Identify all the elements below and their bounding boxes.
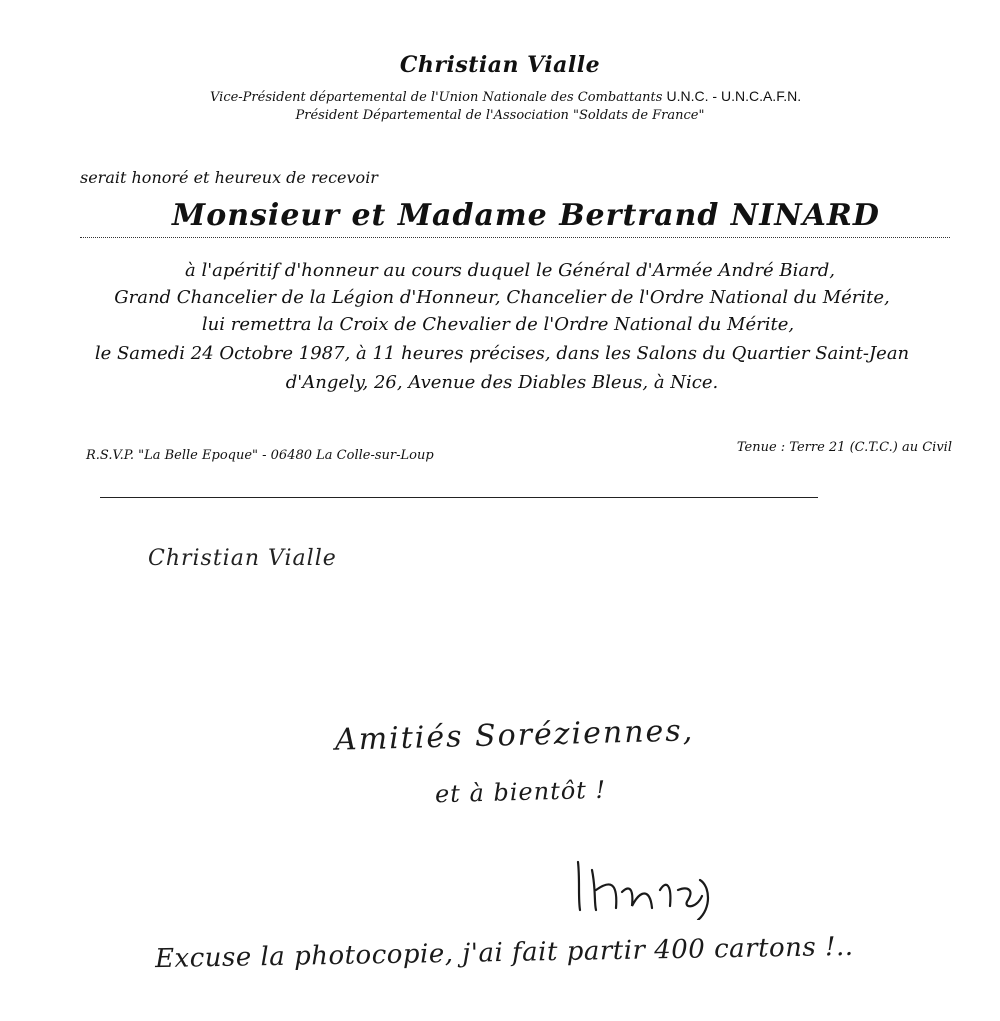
invitation-body-line: le Samedi 24 Octobre 1987, à 11 heures précises, dans les Salons du Quartier Saint-Jean (94, 343, 910, 364)
sender-title-line-2: Président Départemental de l'Association "Soldats de France" (295, 108, 705, 123)
sender-name: Christian Vialle (399, 52, 601, 78)
dotted-rule (80, 237, 950, 238)
invitation-body-line: Grand Chancelier de la Légion d'Honneur, Chancelier de l'Ordre National du Mérite, (114, 287, 890, 308)
section-divider (100, 497, 818, 498)
invitation-body-line: d'Angely, 26, Avenue des Diables Bleus, à Nice. (285, 372, 719, 393)
card-sender-name: Christian Vialle (148, 546, 337, 571)
handwritten-signature (570, 850, 730, 920)
invitation-body-line: lui remettra la Croix de Chevalier de l'Ordre National du Mérite, (201, 314, 795, 335)
handwritten-note-line: Excuse la photocopie, j'ai fait partir 400 cartons !.. (154, 931, 854, 975)
invitation-body-line: à l'apéritif d'honneur au cours duquel le Général d'Armée André Biard, (185, 260, 835, 281)
sender-title-acronyms: U.N.C. - U.N.C.A.F.N. (666, 88, 802, 104)
sender-title-text: Vice-Président départemental de l'Union Nationale des Combattants (210, 90, 663, 105)
rsvp-text: R.S.V.P. "La Belle Epoque" - 06480 La Colle-sur-Loup (86, 448, 434, 463)
guest-name: Monsieur et Madame Bertrand NINARD (172, 198, 880, 233)
sender-title-line-1 (210, 88, 801, 105)
intro-text: serait honoré et heureux de recevoir (80, 168, 378, 187)
dress-code-text: Tenue : Terre 21 (C.T.C.) au Civil (736, 440, 952, 455)
handwritten-note-line: et à bientôt ! (434, 775, 607, 809)
handwritten-note-line: Amitiés Soréziennes, (334, 713, 695, 758)
